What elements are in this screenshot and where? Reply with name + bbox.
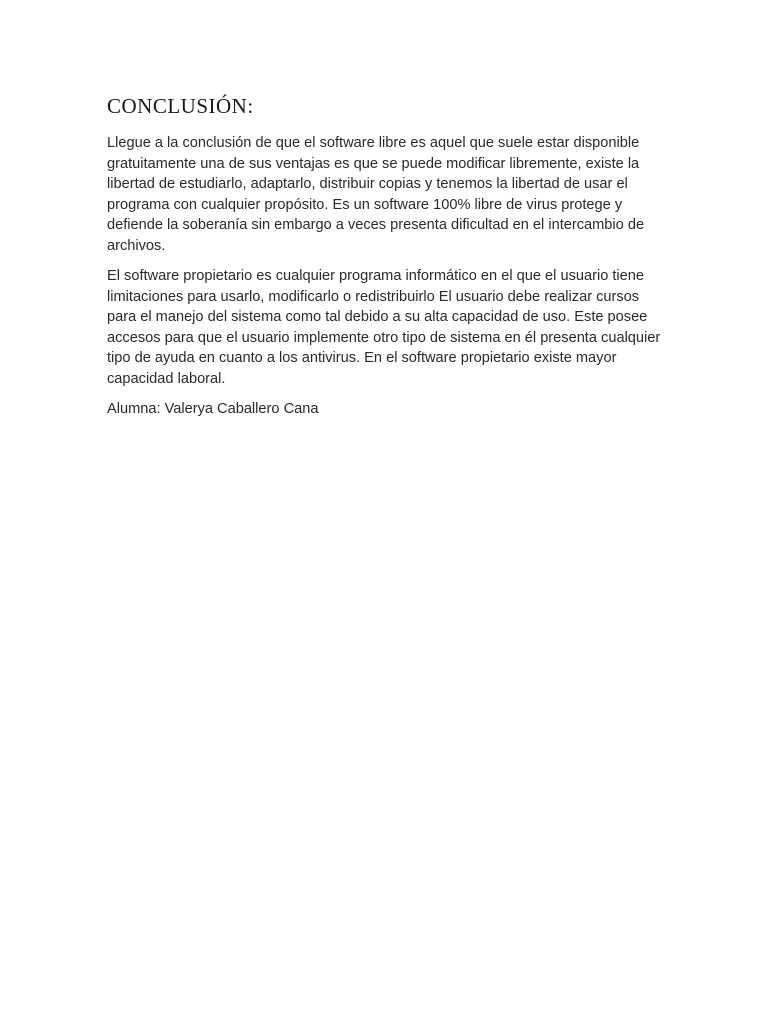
paragraph-software-propietario: El software propietario es cualquier programa informático en el que el usuario tiene limitaciones para usarlo, modificarlo o redistribuirlo El usuario debe realizar cursos para el manejo del sistema como tal debido a su alta capacidad de uso. Este posee accesos para que el usuario implemente otro tipo de sistema en él presenta cualquier tipo de ayuda en cuanto a los antivirus. En el software propietario existe mayor capacidad laboral. (107, 268, 661, 387)
page-title: CONCLUSIÓN: (107, 94, 254, 118)
document-body (107, 93, 667, 420)
author-signature: Alumna: Valerya Caballero Cana (107, 401, 319, 417)
paragraph-software-libre: Llegue a la conclusión de que el software libre es aquel que suele estar disponible gratuitamente una de sus ventajas es que se puede modificar libremente, existe la libertad de estudiarlo, adaptarlo, distribuir copias y tenemos la libertad de usar el programa con cualquier propósito. Es un software 100% libre de virus protege y defiende la soberanía sin embargo a veces presenta dificultad en el intercambio de archivos. (107, 135, 645, 254)
